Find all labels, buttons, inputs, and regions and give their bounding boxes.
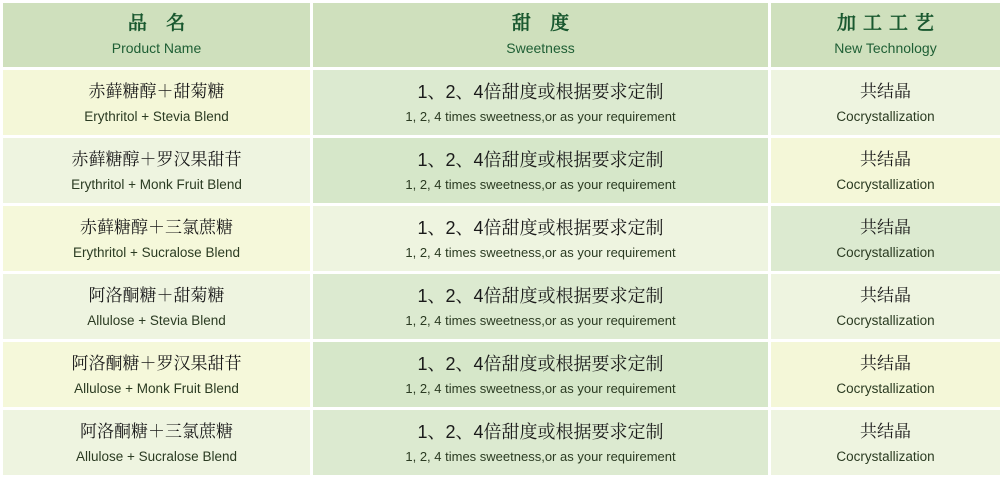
cell-sweetness bbox=[313, 274, 768, 339]
cell-product-name bbox=[3, 410, 310, 475]
cell-product-name bbox=[3, 274, 310, 339]
table-row bbox=[3, 138, 1000, 203]
cell-technology bbox=[771, 138, 1000, 203]
cell-sweetness bbox=[313, 410, 768, 475]
cell-sweetness bbox=[313, 70, 768, 135]
cell-sweetness bbox=[313, 138, 768, 203]
sweetness-cn: 1、2、4倍甜度或根据要求定制 bbox=[417, 421, 664, 442]
cell-technology bbox=[771, 342, 1000, 407]
technology-cn: 共结晶 bbox=[860, 217, 911, 237]
column-header-sweetness-en: Sweetness bbox=[506, 40, 575, 56]
sweetness-cn: 1、2、4倍甜度或根据要求定制 bbox=[417, 285, 664, 306]
sweetness-en: 1, 2, 4 times sweetness,or as your requirement bbox=[405, 312, 676, 328]
column-header-technology bbox=[771, 3, 1000, 67]
technology-cn: 共结晶 bbox=[860, 421, 911, 441]
technology-en: Cocrystallization bbox=[836, 312, 935, 328]
table-row bbox=[3, 206, 1000, 271]
column-header-sweetness-cn: 甜 度 bbox=[511, 13, 577, 34]
product-name-cn: 赤藓糖醇＋罗汉果甜苷 bbox=[71, 149, 242, 169]
product-name-en: Allulose + Monk Fruit Blend bbox=[74, 380, 239, 396]
sweetness-cn: 1、2、4倍甜度或根据要求定制 bbox=[417, 353, 664, 374]
sweetness-en: 1, 2, 4 times sweetness,or as your requirement bbox=[405, 176, 676, 192]
technology-en: Cocrystallization bbox=[836, 108, 935, 124]
sweetness-en: 1, 2, 4 times sweetness,or as your requirement bbox=[405, 244, 676, 260]
table-row bbox=[3, 274, 1000, 339]
cell-sweetness bbox=[313, 206, 768, 271]
cell-sweetness bbox=[313, 342, 768, 407]
technology-cn: 共结晶 bbox=[860, 285, 911, 305]
product-name-en: Erythritol + Stevia Blend bbox=[84, 108, 229, 124]
technology-en: Cocrystallization bbox=[836, 380, 935, 396]
sweetness-en: 1, 2, 4 times sweetness,or as your requirement bbox=[405, 448, 676, 464]
product-name-cn: 阿洛酮糖＋罗汉果甜苷 bbox=[71, 353, 242, 373]
cell-technology bbox=[771, 274, 1000, 339]
technology-en: Cocrystallization bbox=[836, 244, 935, 260]
table-header bbox=[3, 3, 1000, 67]
table-row bbox=[3, 70, 1000, 135]
product-name-cn: 赤藓糖醇＋三氯蔗糖 bbox=[80, 217, 233, 237]
sweetness-en: 1, 2, 4 times sweetness,or as your requirement bbox=[405, 108, 676, 124]
sweetness-cn: 1、2、4倍甜度或根据要求定制 bbox=[417, 149, 664, 170]
product-name-en: Erythritol + Sucralose Blend bbox=[73, 244, 240, 260]
cell-product-name bbox=[3, 70, 310, 135]
cell-product-name bbox=[3, 138, 310, 203]
table-row bbox=[3, 342, 1000, 407]
technology-cn: 共结晶 bbox=[860, 353, 911, 373]
product-name-cn: 赤藓糖醇＋甜菊糖 bbox=[88, 81, 225, 101]
product-name-en: Allulose + Sucralose Blend bbox=[76, 448, 237, 464]
table-header-row bbox=[3, 3, 1000, 67]
technology-en: Cocrystallization bbox=[836, 448, 935, 464]
column-header-product-name bbox=[3, 3, 310, 67]
column-header-technology-cn: 加工工艺 bbox=[836, 13, 941, 34]
product-name-en: Erythritol + Monk Fruit Blend bbox=[71, 176, 242, 192]
cell-product-name bbox=[3, 342, 310, 407]
technology-cn: 共结晶 bbox=[860, 81, 911, 101]
sweetness-en: 1, 2, 4 times sweetness,or as your requirement bbox=[405, 380, 676, 396]
sweetness-cn: 1、2、4倍甜度或根据要求定制 bbox=[417, 217, 664, 238]
column-header-product-name-cn: 品 名 bbox=[127, 13, 193, 34]
cell-technology bbox=[771, 206, 1000, 271]
column-header-sweetness bbox=[313, 3, 768, 67]
cell-product-name bbox=[3, 206, 310, 271]
table-row bbox=[3, 410, 1000, 475]
table-body bbox=[3, 70, 1000, 475]
product-name-en: Allulose + Stevia Blend bbox=[87, 312, 226, 328]
technology-en: Cocrystallization bbox=[836, 176, 935, 192]
cell-technology bbox=[771, 410, 1000, 475]
product-name-cn: 阿洛酮糖＋甜菊糖 bbox=[88, 285, 225, 305]
column-header-technology-en: New Technology bbox=[834, 40, 937, 56]
cell-technology bbox=[771, 70, 1000, 135]
column-header-product-name-en: Product Name bbox=[111, 40, 202, 56]
product-name-cn: 阿洛酮糖＋三氯蔗糖 bbox=[80, 421, 233, 441]
sweetness-cn: 1、2、4倍甜度或根据要求定制 bbox=[417, 81, 664, 102]
technology-cn: 共结晶 bbox=[860, 149, 911, 169]
